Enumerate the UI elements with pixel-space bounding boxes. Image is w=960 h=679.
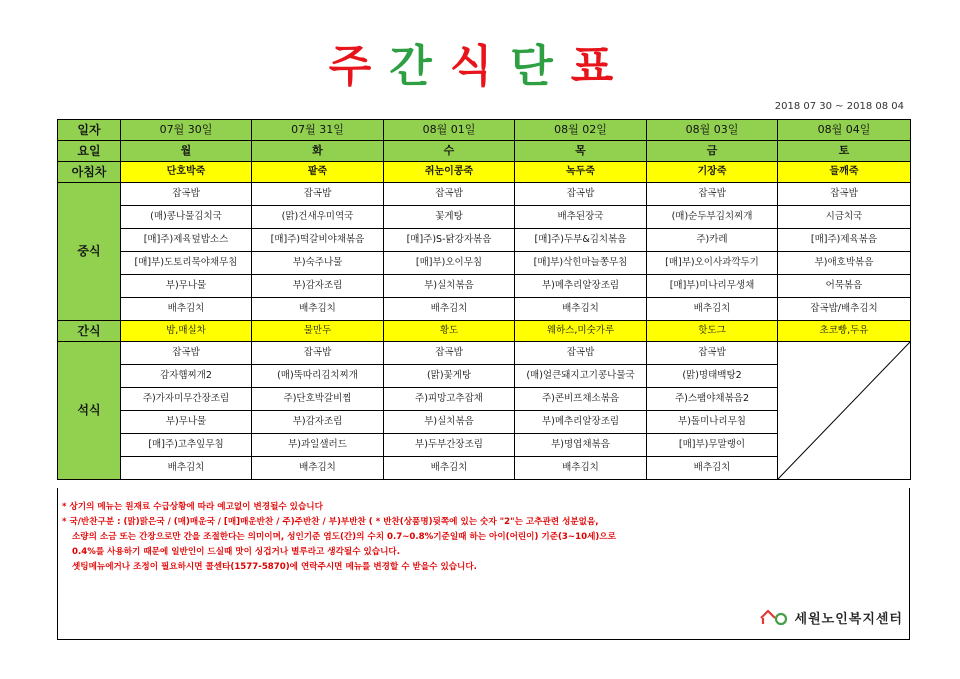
house-circle-logo-icon — [759, 606, 789, 628]
day-cell: 목 — [515, 141, 647, 162]
dinner-cell: 부)감자조림 — [252, 411, 384, 434]
dinner-cell: 주)가자미무간장조림 — [121, 388, 252, 411]
dinner-cell: 부)메추리알장조림 — [515, 411, 647, 434]
lunch-cell: 잡곡밥 — [384, 183, 515, 206]
dinner-cell: 배추김치 — [252, 457, 384, 480]
lunch-cell: 부)메추리알장조림 — [515, 275, 647, 298]
note-line: 0.4%를 사용하기 때문에 일반인이 드실때 맛이 싱겁거나 별루라고 생각될수 있습니다. — [72, 547, 400, 557]
dinner-cell: 감자햄찌개2 — [121, 365, 252, 388]
date-cell: 08월 02일 — [515, 120, 647, 141]
day-cell: 화 — [252, 141, 384, 162]
dinner-cell: 잡곡밥 — [252, 342, 384, 365]
lunch-cell: 배추김치 — [647, 298, 778, 321]
dinner-cell: 주)피망고추잡채 — [384, 388, 515, 411]
label-date: 일자 — [58, 120, 121, 141]
breakfast-cell: 팥죽 — [252, 162, 384, 183]
dinner-cell: 배추김치 — [647, 457, 778, 480]
lunch-cell: 잡곡밥 — [252, 183, 384, 206]
dinner-cell: 부)과일샐러드 — [252, 434, 384, 457]
snack-cell: 웨하스,미숫가루 — [515, 321, 647, 342]
lunch-cell: 잡곡밥/배추김치 — [778, 298, 911, 321]
day-cell: 금 — [647, 141, 778, 162]
lunch-cell: 배추된장국 — [515, 206, 647, 229]
dinner-cell: 부)두부간장조림 — [384, 434, 515, 457]
title-char: 주 — [328, 41, 390, 92]
breakfast-cell: 쥐눈이콩죽 — [384, 162, 515, 183]
menu-table — [57, 119, 911, 480]
lunch-cell: [매]주)두부&김치볶음 — [515, 229, 647, 252]
snack-cell: 물만두 — [252, 321, 384, 342]
page-title — [0, 30, 960, 94]
day-cell: 수 — [384, 141, 515, 162]
lunch-cell: 부)무나물 — [121, 275, 252, 298]
lunch-cell: [매]부)미나리무생채 — [647, 275, 778, 298]
lunch-row — [58, 275, 911, 298]
dinner-cell: 잡곡밥 — [515, 342, 647, 365]
lunch-cell: 부)감자조림 — [252, 275, 384, 298]
brand — [759, 606, 903, 628]
date-range: 2018 07 30 ~ 2018 08 04 — [774, 101, 904, 112]
snack-cell: 밤,매실차 — [121, 321, 252, 342]
lunch-cell: [매]주)제육볶음 — [778, 229, 911, 252]
notes-box — [57, 488, 910, 640]
lunch-cell: 부)숙주나물 — [252, 252, 384, 275]
lunch-cell: [매]부)오이무침 — [384, 252, 515, 275]
lunch-row — [58, 229, 911, 252]
snack-cell: 핫도그 — [647, 321, 778, 342]
dinner-cell: 주)콘비프채소볶음 — [515, 388, 647, 411]
dinner-cell: (매)얼큰돼지고기콩나물국 — [515, 365, 647, 388]
note-line: 셋팅메뉴에거나 조정이 필요하시면 콜센타(1577-5870)에 연락주시면 메뉴를 변경할 수 받을수 있습니다. — [72, 562, 477, 572]
lunch-cell: 배추김치 — [515, 298, 647, 321]
lunch-cell: 배추김치 — [121, 298, 252, 321]
snack-cell: 황도 — [384, 321, 515, 342]
lunch-cell: [매]주)떡갈비야채볶음 — [252, 229, 384, 252]
breakfast-row — [58, 162, 911, 183]
dinner-cell: (매)뚝따리김치찌개 — [252, 365, 384, 388]
dinner-cell: 배추김치 — [384, 457, 515, 480]
lunch-cell: 시금치국 — [778, 206, 911, 229]
label-breakfast: 아침차 — [58, 162, 121, 183]
dinner-cell: 잡곡밥 — [647, 342, 778, 365]
date-cell: 07월 31일 — [252, 120, 384, 141]
breakfast-cell: 기장죽 — [647, 162, 778, 183]
dinner-cell: 주)스팸야채볶음2 — [647, 388, 778, 411]
lunch-cell: 주)카레 — [647, 229, 778, 252]
lunch-cell: 잡곡밥 — [647, 183, 778, 206]
title-char: 식 — [449, 41, 511, 92]
lunch-cell: [매]주)S-닭강자볶음 — [384, 229, 515, 252]
lunch-cell: (맑)건새우미역국 — [252, 206, 384, 229]
dinner-cell: [매]부)무말랭이 — [647, 434, 778, 457]
dinner-cell: [매]주)고추잎무침 — [121, 434, 252, 457]
saturday-dinner-empty — [778, 342, 911, 480]
dinner-cell: 잡곡밥 — [121, 342, 252, 365]
dinner-cell: 주)단호박갈비찜 — [252, 388, 384, 411]
dinner-cell: 배추김치 — [121, 457, 252, 480]
breakfast-cell: 녹두죽 — [515, 162, 647, 183]
lunch-cell: 배추김치 — [384, 298, 515, 321]
dinner-cell: 잡곡밥 — [384, 342, 515, 365]
title-char: 단 — [510, 41, 571, 92]
lunch-cell: 배추김치 — [252, 298, 384, 321]
dinner-row — [58, 342, 911, 365]
date-cell: 08월 01일 — [384, 120, 515, 141]
dinner-cell: 부)실치볶음 — [384, 411, 515, 434]
breakfast-cell: 단호박죽 — [121, 162, 252, 183]
date-row — [58, 120, 911, 141]
date-cell: 08월 03일 — [647, 120, 778, 141]
lunch-cell: 잡곡밥 — [121, 183, 252, 206]
dinner-cell: (맑)꽃게탕 — [384, 365, 515, 388]
breakfast-cell: 들깨죽 — [778, 162, 911, 183]
dinner-cell: 부)돌미나리무침 — [647, 411, 778, 434]
note-line: * 국/반찬구분 : (맑)맑은국 / (매)매운국 / [매]매운반찬 / 주)주반찬 / 부)부반찬 ( * 반찬(상품명)뒷쪽에 있는 숫자 "2"는 고추관련 성분없음, — [62, 517, 599, 527]
day-row — [58, 141, 911, 162]
lunch-row — [58, 183, 911, 206]
lunch-row — [58, 252, 911, 275]
title-char: 간 — [389, 41, 450, 92]
day-cell: 토 — [778, 141, 911, 162]
dinner-cell: 부)무나물 — [121, 411, 252, 434]
label-day: 요일 — [58, 141, 121, 162]
lunch-cell: [매]주)제육덮밥소스 — [121, 229, 252, 252]
lunch-row — [58, 206, 911, 229]
lunch-cell: 어묵볶음 — [778, 275, 911, 298]
day-cell: 월 — [121, 141, 252, 162]
lunch-cell: 부)실치볶음 — [384, 275, 515, 298]
lunch-row — [58, 298, 911, 321]
lunch-cell: (매)순두부김치찌개 — [647, 206, 778, 229]
lunch-cell: 잡곡밥 — [515, 183, 647, 206]
lunch-cell: 잡곡밥 — [778, 183, 911, 206]
label-snack: 간식 — [58, 321, 121, 342]
snack-cell: 초코빵,두유 — [778, 321, 911, 342]
lunch-cell: 꽃게탕 — [384, 206, 515, 229]
label-lunch: 중식 — [58, 183, 121, 321]
brand-name: 세원노인복지센터 — [794, 611, 903, 627]
date-cell: 07월 30일 — [121, 120, 252, 141]
dinner-cell: 배추김치 — [515, 457, 647, 480]
lunch-cell: (매)콩나물김치국 — [121, 206, 252, 229]
snack-row — [58, 321, 911, 342]
title-char: 표 — [570, 41, 632, 92]
lunch-cell: 부)애호박볶음 — [778, 252, 911, 275]
dinner-cell: (맑)명태백탕2 — [647, 365, 778, 388]
lunch-cell: [매]부)도토리묵야채무침 — [121, 252, 252, 275]
label-dinner: 석식 — [58, 342, 121, 480]
dinner-cell: 부)명엽채볶음 — [515, 434, 647, 457]
note-line: * 상기의 메뉴는 원재료 수급상황에 따라 예고없이 변경될수 있습니다 — [62, 502, 323, 512]
lunch-cell: [매]부)삭힌마늘쫑무침 — [515, 252, 647, 275]
note-line: 소량의 소금 또는 간장으로만 간을 조절한다는 의미이며, 성인기준 염도(간)의 수치 0.7~0.8%기준일때 하는 아이(어린이) 기준(3~10세)으로 — [72, 532, 616, 542]
diagonal-line — [778, 342, 910, 479]
date-cell: 08월 04일 — [778, 120, 911, 141]
lunch-cell: [매]부)오이사과깍두기 — [647, 252, 778, 275]
